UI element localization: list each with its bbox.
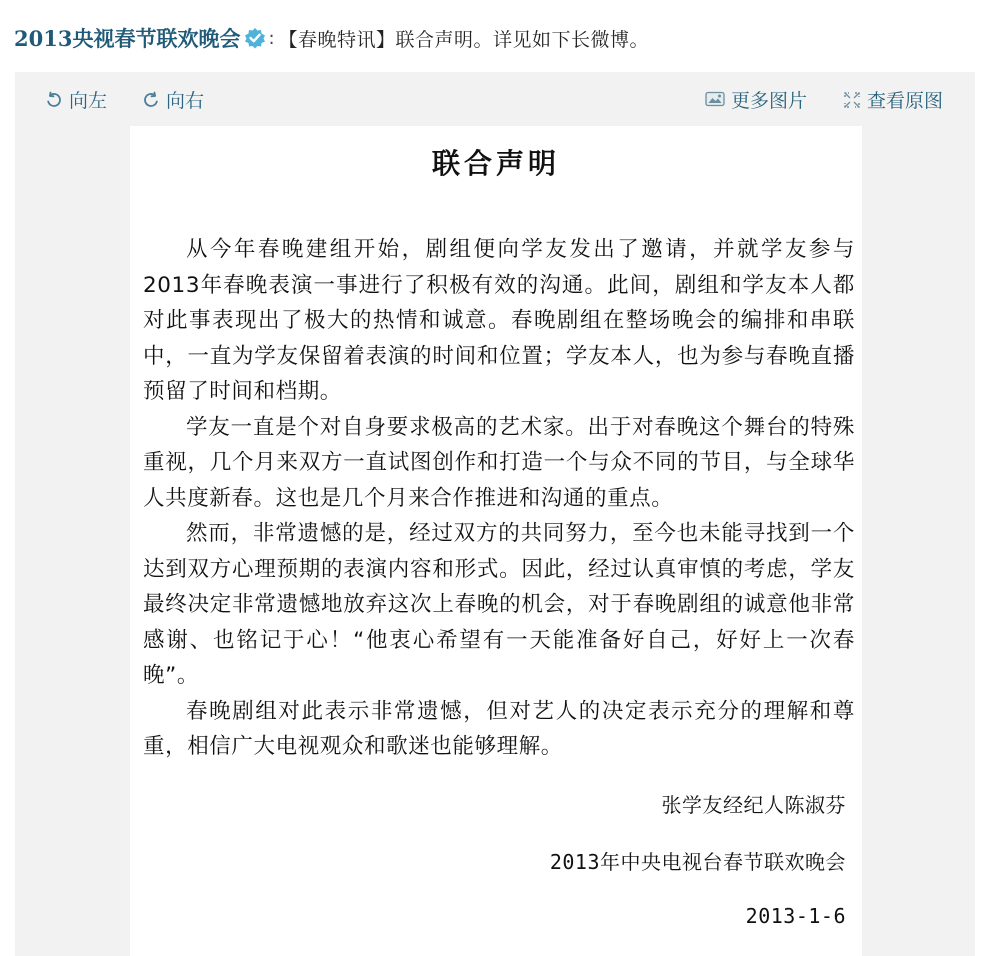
- rotate-right-icon: [142, 91, 160, 109]
- signature-date: 2013-1-6: [745, 904, 846, 928]
- signature-organization: 2013年中央电视台春节联欢晚会: [549, 850, 846, 874]
- signature-agent: 张学友经纪人陈淑芬: [661, 793, 846, 817]
- document-title: 联合声明: [431, 147, 560, 180]
- paragraph-3: 然而，非常遗憾的是，经过双方的共同努力，至今也未能寻找到一个达到双方心理预期的表演内容和形式。因此，经过认真审慎的考虑，学友最终决定非常遗憾地放弃这次上春晚的机会，对于春晚剧组的诚意他非常感谢、也铭记于心！“他衷心希望有一天能准备好自己，好好上一次春晚”。: [143, 521, 855, 688]
- rotate-right-label: 向右: [166, 90, 205, 112]
- view-original-label: 查看原图: [867, 90, 944, 112]
- paragraph-4: 春晚剧组对此表示非常遗憾，但对艺人的决定表示充分的理解和尊重，相信广大电视观众和歌迷也能够理解。: [143, 698, 855, 759]
- viewer-toolbar: [15, 72, 975, 126]
- paragraph-1: 从今年春晚建组开始，剧组便向学友发出了邀请，并就学友参与2013年春晚表演一事进行了积极有效的沟通。此间，剧组和学友本人都对此事表现出了极大的热情和诚意。春晚剧组在整场晚会的编排和串联中，一直为学友保留着表演的时间和位置；学友本人，也为参与春晚直播预留了时间和档期。: [143, 237, 855, 404]
- rotate-right-button[interactable]: [142, 86, 204, 113]
- post-header: [14, 22, 649, 54]
- image-viewer: [15, 72, 975, 956]
- author-link[interactable]: 2013央视春节联欢晚会: [14, 26, 241, 51]
- statement-document-image: [130, 126, 862, 956]
- more-images-label: 更多图片: [731, 90, 808, 112]
- expand-icon: [843, 91, 861, 109]
- image-icon: [705, 91, 725, 108]
- more-images-button[interactable]: [705, 86, 807, 113]
- colon: :: [268, 27, 275, 49]
- post-text: 【春晚特讯】联合声明。详见如下长微博。: [278, 28, 650, 51]
- view-original-button[interactable]: [843, 86, 943, 113]
- document-body: [143, 232, 855, 765]
- rotate-left-label: 向左: [69, 90, 108, 112]
- verified-badge-icon: [244, 27, 266, 49]
- rotate-left-icon: [45, 91, 63, 109]
- paragraph-2: 学友一直是个对自身要求极高的艺术家。出于对春晚这个舞台的特殊重视，几个月来双方一直试图创作和打造一个与众不同的节目，与全球华人共度新春。这也是几个月来合作推进和沟通的重点。: [143, 414, 855, 511]
- rotate-left-button[interactable]: [45, 86, 107, 113]
